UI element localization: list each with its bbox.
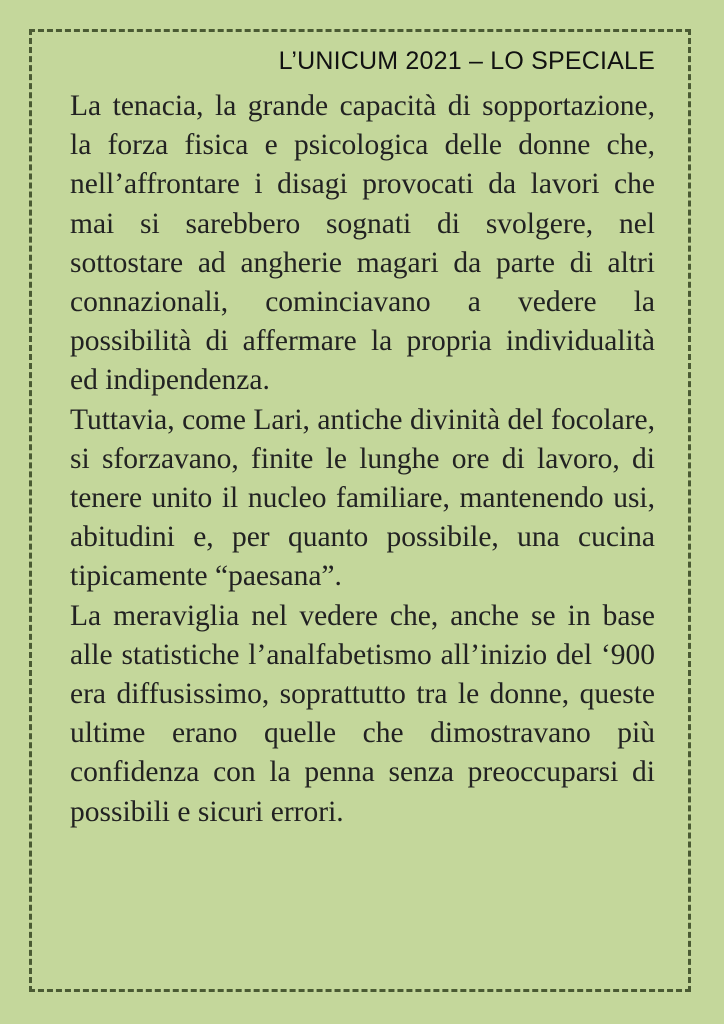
- paragraph-3: La meraviglia nel vedere che, anche se in base alle statistiche l’analfabetismo all’inizio del ‘900 era diffusissimo, soprattutto tra le donne, queste ultime erano quelle che dimostravano più confidenza con la penna senza preoccuparsi di possibili e sicuri errori.: [70, 599, 655, 828]
- paragraph-1: La tenacia, la grande capacità di sopportazione, la forza fisica e psicologica delle donne che, nell’affrontare i disagi provocati da lavori che mai si sarebbero sognati di svolgere, nel sottostare ad angherie magari da parte di altri connazionali, cominciavano a vedere la possibilità di affermare la propria individualità ed indipendenza.: [70, 90, 655, 397]
- article-body: [70, 87, 655, 832]
- paragraph-2: Tuttavia, come Lari, antiche divinità del focolare, si sforzavano, finite le lunghe ore di lavoro, di tenere unito il nucleo familiare, mantenendo usi, abitudini e, per quanto possibile, una cucina tipicamente “paesana”.: [70, 403, 655, 593]
- page-header: L’UNICUM 2021 – LO SPECIALE: [278, 47, 655, 75]
